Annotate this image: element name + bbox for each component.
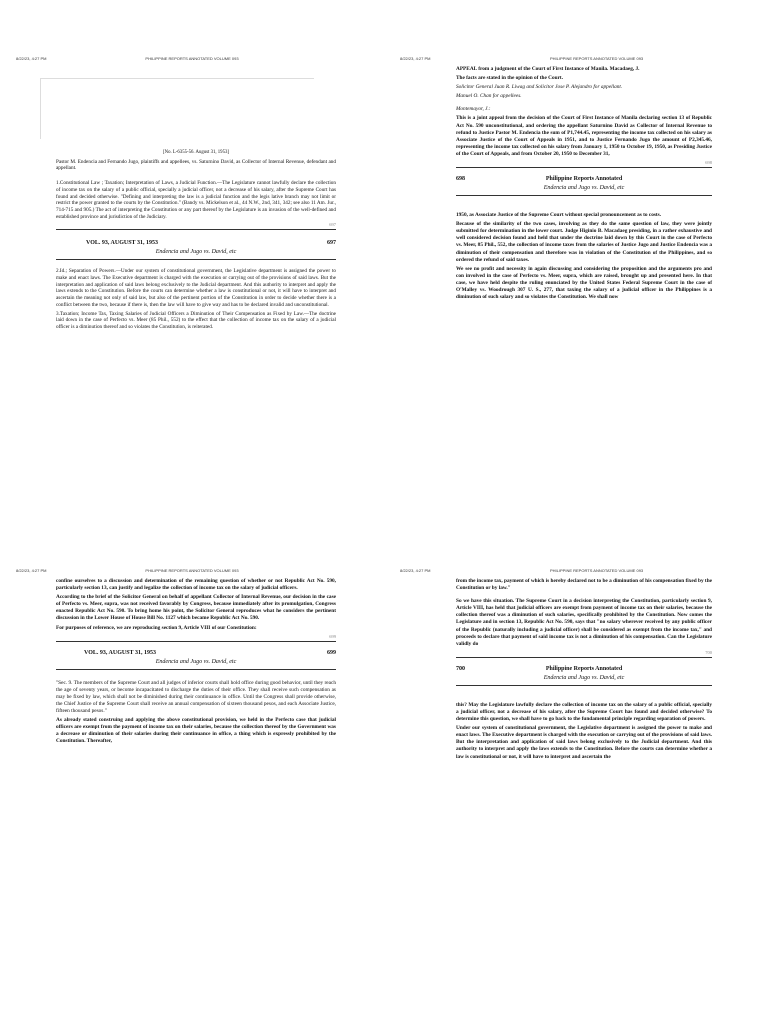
header-title: PHILIPPINE REPORTS ANNOTATED VOLUME 093 [145,568,239,573]
opinion-paragraph-4: We see no profit and necessity in again discussing and considering the proposition and the arguments pro and con involved in the case of Perfecto vs. Meer, supra, which are raised, brought up and presented here. In that case, we have held despite the ruling enunciated by the United States Federal Supreme Court in the case of O'Malley vs. Woodrough 307 U. S., 277, that taxing the salary of a judicial officer in the Philippines is a diminution of such salary and so violates the Constitution. We shall now [456,265,712,301]
running-header-right: 699 [327,649,336,656]
document-page-1 [0,0,384,512]
text-paragraph-3: For purposes of reference, we are reproducing section 9, Article VIII of our Constitution: [56,624,257,631]
page-header [16,568,368,574]
running-header-right: 697 [327,240,336,247]
text-paragraph-2: So we have this situation. The Supreme Court in a decision interpreting the Constitution, particularly section 9, Article VIII, has held that judicial officers are exempt from payment of income tax on their salaries, because the collection thereof was a diminution of such salaries, specifically prohibited by the Constitution. Now comes the Legislature and in section 13, Republic Act No. 590, says that "no salary wherever received by any public officer of the Republic (naturally including a judicial officer) shall be considered as exempt from the income tax," and proceeds to declare that payment of said income tax is not a diminution of his compensation. Can the Legislature validly do [456,598,712,647]
page-body [56,150,336,333]
text-paragraph-2: According to the brief of the Solicitor General on behalf of appellant Collector of Internal Revenue, our decision in the case of Perfecto vs. Meer, supra, was not received favorably by Congress, because immediately after its promulgation, Congress enacted Republic Act No. 590. To bring home his point, the Solicitor General reproduces what he considers the pertinent discussion in the Lower House of House Bill No. 1127 which became Republic Act No. 590. [56,594,336,622]
constitution-quote: "Sec. 9. The members of the Supreme Court and all judges of inferior courts shall hold office during good behavior, until they reach the age of seventy years, or become incapacitated to discharge the duties of their office. They shall receive such compensation as may be fixed by law, which shall not be diminished during their continuance in office. Until the Congress shall provide otherwise, the Chief Justice of the Supreme Court shall receive an annual compensation of sixteen thousand pesos, and each Associate Justice, fifteen thousand pesos." [56,679,336,715]
running-header [456,666,712,675]
page-body [456,578,712,763]
counsel-appellant: Solicitor General Juan R. Liwag and Solicitor Jose P. Alejandro for appellant. [456,84,623,91]
syllabus-2: 2.Id.; Separation of Powers.—Under our system of constitutional government, the Legislative department is assigned the power to make and enact laws. The Executive department is charged with the execution or carrying out of the provisions of said laws. But the interpretation and application of said laws belong exclusively to the Judicial department. And this authority to interpret and apply the laws extends to the Constitution. Before the courts can determine whether a law is constitutional or not, it will have to interpret and ascertain the meaning not only of said law, but also of the pertinent portion of the Constitution in order to decide whether there is a conflict between the two, because if there is, then the law will have to give way and has to be declared invalid and unconstitutional. [56,268,336,308]
facts-line: The facts are stated in the opinion of the Court. [456,75,564,82]
document-page-2 [384,0,768,512]
header-title: PHILIPPINE REPORTS ANNOTATED VOLUME 093 [550,56,644,61]
case-parties: Pastor M. Endencia and Fernando Jugo, plaintiffs and appellees, vs. Saturnino David, as Collector of Internal Revenue, defendant and appellant. [56,158,336,172]
judge-line: Montemayor, J.: [456,106,491,113]
page-header [400,568,752,574]
document-page-4 [384,512,768,1024]
text-paragraph-1: confine ourselves to a discussion and determination of the remaining question of whether or not Republic Act No. 590, particularly section 13, can justify and legalize the collection of income tax on the salary of judicial officers. [56,578,336,592]
running-header-left: 700 [456,665,465,672]
case-number: [No. L-6355-56. August 31, 1953] [163,150,229,155]
page-body [456,66,712,303]
divider [56,669,336,670]
running-header-left: VOL. 93, AUGUST 31, 1953 [86,240,158,247]
page-frame [40,78,314,139]
divider [56,259,336,260]
syllabus-3: 3.Taxation; Income Tax, Taxing Salaries of Judicial Officers a Diminution of Their Compensation as Fixed by Law.—The doctrine laid down in the case of Perfecto vs. Meer (85 Phil., 552) to the effect that the collection of income tax on the salary of a judicial officer is a diminution thereof and so violates the Constitution, is reiterated. [56,310,336,330]
text-paragraph-1: from the income tax, payment of which is hereby declared not to be a diminution of his compensation fixed by the Constitution or by law." [456,578,712,592]
document-page-3 [0,512,384,1024]
text-paragraph-4: As already stated construing and applying the above constitutional provision, we held in the Perfecto case that judicial officers are exempt from the payment of income tax on their salaries, because the collection thereof by the Government was a decrease or diminution of their salaries during their continuance in office, a thing which is expressly prohibited by the Constitution. Thereafter, [56,717,336,745]
running-header [56,240,336,249]
syllabus-1: 1.Constitutional Law ; Taxation; Interpretation of Laws, a Judicial Function.—The Legislature cannot lawfully declare the collection of income tax on the salary of a public official, specially a judicial officer, not a decrease of his salary, after the Supreme Court has found and decided otherwise. "Defining and interpreting the law is a judicial function and the legis lative branch may not limit or restrict the power granted to the courts by the Constitution." (Bandy vs. Mickelson et al., 44 N.W., 2nd, 341, 342; see also 11 Am. Jur., 714-715 and 905.) The act of interpreting the Constitution or any part thereof by the Legislature is an invasion of the well-defined and established province and jurisdiction of the Judiciary. [56,180,336,220]
counsel-appellees: Manuel O. Chan for appellees. [456,93,522,100]
divider [456,167,712,168]
page-number-small: 699 [329,633,336,639]
page-number-small: 698 [705,160,712,166]
header-timestamp: 8/22/23, 4:27 PM [400,568,431,573]
page-body [56,578,336,748]
divider [56,641,336,642]
header-title: PHILIPPINE REPORTS ANNOTATED VOLUME 093 [550,568,644,573]
running-header [456,176,712,185]
header-timestamp: 8/22/23, 4:27 PM [16,56,47,61]
divider [456,195,712,196]
header-timestamp: 8/22/23, 4:27 PM [16,568,47,573]
text-paragraph-4: Under our system of constitutional government, the Legislative department is assigned the power to make and enact laws. The Executive department is charged with the execution or carrying out of the provisions of said laws. But the interpretation and application of said laws belong exclusively to the Judicial department. And this authority to interpret and apply the laws extends to the Constitution. Before the courts can determine whether a law is constitutional or not, it will have to interpret and ascertain the [456,725,713,760]
divider [456,657,712,658]
divider [456,685,712,686]
header-title: PHILIPPINE REPORTS ANNOTATED VOLUME 093 [145,56,239,61]
running-subtitle: Endencia and Jugo vs. David, etc [543,674,625,681]
running-header-left: 698 [456,176,465,183]
running-subtitle: Endencia and Jugo vs. David, etc [155,249,237,256]
running-header-left: VOL. 93, AUGUST 31, 1953 [84,649,156,656]
running-header-center: Philippine Reports Annotated [545,176,623,183]
header-timestamp: 8/22/23, 4:27 PM [400,56,431,61]
page-number-small: 697 [329,222,336,228]
running-subtitle: Endencia and Jugo vs. David, etc [155,658,237,665]
opinion-paragraph-3: Because of the similarity of the two cases, involving as they do the same question of law, they were jointly submitted for determination in the lower court. Judge Higinio B. Macadaeg presiding, in a rather exhaustive and well considered decision found and held that under the doctrine laid down by this Court in the case of Perfecto vs. Meer, 85 Phil., 552, the collection of income taxes from the salaries of Justice Jugo and Justice Endencia was a diminution of their compensation and therefore was in violation of the Constitution of the Philippines, and so ordered the refund of said taxes. [456,221,712,263]
page-number-small: 700 [705,649,712,655]
text-paragraph-3: this? May the Legislature lawfully declare the collection of income tax on the salary of a public official, specially a judicial officer, not a decrease of his salary, after the Supreme Court has found and decided otherwise? To determine this question, we shall have to go back to the fundamental principle regarding separation of powers. [456,701,712,723]
opinion-paragraph-2: 1950, as Associate Justice of the Supreme Court without special pronouncement as to costs. [456,212,662,219]
running-subtitle: Endencia and Jugo vs. David, etc [543,185,625,192]
appeal-line: APPEAL from a judgment of the Court of First Instance of Manila. Macadaeg, J. [456,66,640,72]
divider [56,229,336,230]
opinion-paragraph-1: This is a joint appeal from the decision of the Court of First Instance of Manila declaring section 13 of Republic Act No. 590 unconstitutional, and ordering the appellant Saturnino David as Collector of Internal Revenue to refund to Justice Pastor M. Endencia the sum of P1,744.45, representing the income tax collected on his salary as Associate Justice of the Court of Appeals in 1951, and to Justice Fernando Jugo the amount of P2,345.46, representing the income tax collected on his salary from January 1, 1950 to October 19, 1950, as Presiding Justice of the Court of Appeals, and from October 20, 1950 to December 31, [456,115,712,157]
running-header-center: Philippine Reports Annotated [545,665,623,672]
page-header [16,56,368,62]
page-header [400,56,752,62]
running-header [56,650,336,659]
